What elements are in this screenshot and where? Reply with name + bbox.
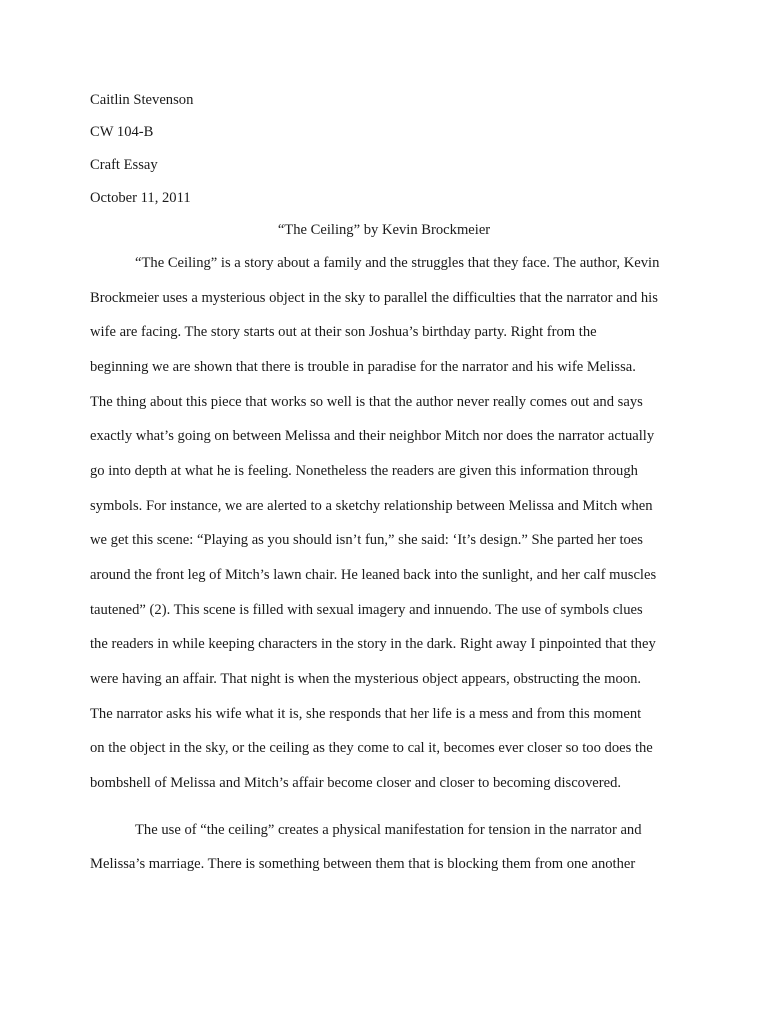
paragraph-line: symbols. For instance, we are alerted to a sketchy relationship between Melissa and Mitch when: [90, 498, 653, 514]
paragraph-line: around the front leg of Mitch’s lawn chair. He leaned back into the sunlight, and her calf muscles: [90, 567, 657, 583]
course-code: CW 104-B: [90, 124, 154, 140]
paragraph-line: were having an affair. That night is when the mysterious object appears, obstructing the moon.: [90, 671, 642, 687]
paragraph-line: Melissa’s marriage. There is something between them that is blocking them from one another: [90, 856, 636, 872]
paragraph-line: The narrator asks his wife what it is, she responds that her life is a mess and from this moment: [90, 706, 642, 722]
paragraph-line: beginning we are shown that there is trouble in paradise for the narrator and his wife Melissa.: [90, 359, 636, 375]
paragraph-line: we get this scene: “Playing as you should isn’t fun,” she said: ‘It’s design.” She parted her toes: [90, 532, 643, 548]
paragraph-line: The thing about this piece that works so well is that the author never really comes out and says: [90, 394, 643, 410]
essay-title: “The Ceiling” by Kevin Brockmeier: [277, 222, 491, 238]
paragraph-line: tautened” (2). This scene is filled with sexual imagery and innuendo. The use of symbols clues: [90, 602, 643, 618]
paragraph-line: exactly what’s going on between Melissa and their neighbor Mitch nor does the narrator actually: [90, 428, 655, 444]
paragraph-line: on the object in the sky, or the ceiling as they come to cal it, becomes ever closer so too does the: [90, 740, 653, 756]
paragraph-line: bombshell of Melissa and Mitch’s affair become closer and closer to becoming discovered.: [90, 775, 622, 791]
paragraph-line: the readers in while keeping characters in the story in the dark. Right away I pinpointed that they: [90, 636, 656, 652]
paragraph-line: “The Ceiling” is a story about a family and the struggles that they face. The author, Kevin: [135, 255, 660, 271]
paragraph-line: go into depth at what he is feeling. Nonetheless the readers are given this information through: [90, 463, 638, 479]
assignment-title: Craft Essay: [90, 157, 158, 173]
paragraph-line: The use of “the ceiling” creates a physical manifestation for tension in the narrator and: [135, 822, 642, 838]
paragraph-line: Brockmeier uses a mysterious object in the sky to parallel the difficulties that the narrator and his: [90, 290, 658, 306]
paragraph-line: wife are facing. The story starts out at their son Joshua’s birthday party. Right from the: [90, 324, 597, 340]
essay-date: October 11, 2011: [90, 190, 191, 206]
author-name: Caitlin Stevenson: [90, 92, 194, 108]
